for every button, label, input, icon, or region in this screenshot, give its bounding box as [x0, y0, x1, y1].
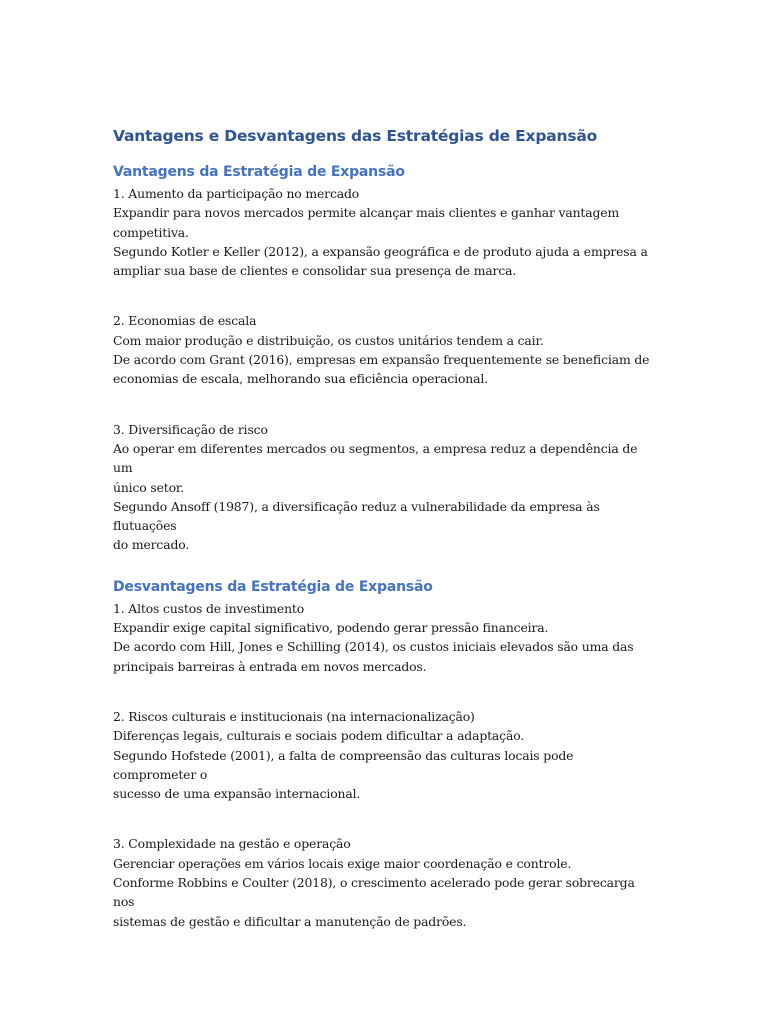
item-heading: 3. Diversificação de risco [113, 421, 268, 437]
list-item [113, 707, 653, 803]
list-item [113, 599, 653, 676]
paragraph-line: Conforme Robbins e Coulter (2018), o crescimento acelerado pode gerar sobrecarga nos [113, 875, 635, 910]
sections-container [113, 160, 653, 931]
disadvantages-section [113, 575, 653, 931]
paragraph-line: único setor. [113, 479, 185, 495]
paragraph-line: Ao operar em diferentes mercados ou segmentos, a empresa reduz a dependência de um [113, 440, 638, 476]
item-heading: 3. Complexidade na gestão e operação [113, 836, 351, 852]
section-heading: Vantagens da Estratégia de Expansão [113, 164, 405, 180]
item-heading: 2. Riscos culturais e institucionais (na internacionalização) [113, 708, 475, 724]
paragraph-line: Segundo Kotler e Keller (2012), a expansão geográfica e de produto ajuda a empresa a [113, 243, 648, 259]
paragraph-line: Segundo Hofstede (2001), a falta de compreensão das culturas locais pode comprometer o [113, 747, 574, 782]
paragraph-line: Gerenciar operações em vários locais exige maior coordenação e controle. [113, 855, 572, 871]
paragraph-line: De acordo com Hill, Jones e Schilling (2014), os custos iniciais elevados são uma das [113, 639, 634, 655]
list-item [113, 834, 653, 930]
paragraph-line: economias de escala, melhorando sua eficiência operacional. [113, 371, 488, 387]
paragraph-line: sucesso de uma expansão internacional. [113, 786, 361, 802]
paragraph-line: sistemas de gestão e dificultar a manutenção de padrões. [113, 913, 467, 929]
paragraph-line: Expandir exige capital significativo, podendo gerar pressão financeira. [113, 620, 549, 636]
section-heading: Desvantagens da Estratégia de Expansão [113, 578, 433, 595]
advantages-section [113, 160, 653, 555]
paragraph-line: do mercado. [113, 537, 190, 553]
paragraph-line: Diferenças legais, culturais e sociais podem dificultar a adaptação. [113, 728, 525, 744]
paragraph-line: De acordo com Grant (2016), empresas em expansão frequentemente se beneficiam de [113, 352, 650, 368]
document-title: Vantagens e Desvantagens das Estratégias de Expansão [113, 127, 598, 145]
item-heading: 2. Economias de escala [113, 313, 257, 329]
paragraph-line: Com maior produção e distribuição, os custos unitários tendem a cair. [113, 332, 544, 348]
paragraph-line: principais barreiras à entrada em novos mercados. [113, 658, 427, 674]
item-heading: 1. Altos custos de investimento [113, 600, 305, 616]
item-heading: 1. Aumento da participação no mercado [113, 186, 360, 201]
paragraph-line: Expandir para novos mercados permite alcançar mais clientes e ganhar vantagem [113, 205, 620, 221]
paragraph-line: competitiva. [113, 224, 189, 240]
list-item [113, 184, 653, 280]
list-item [113, 311, 653, 388]
paragraph-line: ampliar sua base de clientes e consolidar sua presença de marca. [113, 263, 517, 279]
list-item [113, 420, 653, 555]
document-body [113, 124, 653, 931]
paragraph-line: Segundo Ansoff (1987), a diversificação reduz a vulnerabilidade da empresa às flutuações [113, 498, 600, 534]
